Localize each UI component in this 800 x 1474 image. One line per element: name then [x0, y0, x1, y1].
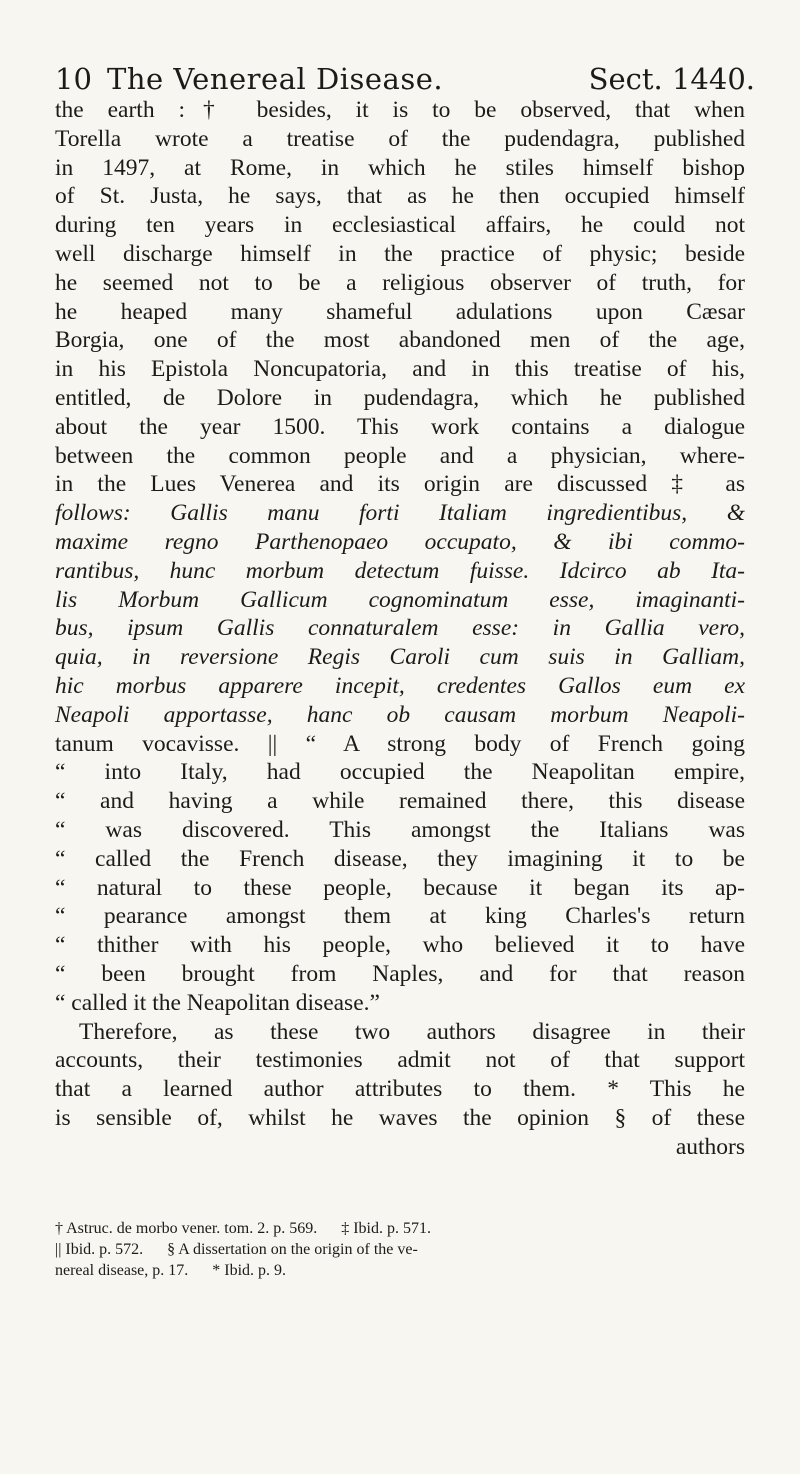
text-line: well discharge himself in the practice of physic; beside [55, 240, 745, 267]
quote-line: “ thither with his people, who believed it to have [55, 932, 745, 959]
footnote-line: || Ibid. p. 572. § A dissertation on the origin of the ve- [55, 1241, 418, 1258]
quote-line: “ been brought from Naples, and for that reason [55, 960, 745, 987]
text-line: accounts, their testimonies admit not of that support [55, 1047, 745, 1074]
catchword: authors [675, 1133, 745, 1160]
text-line: that a learned author attributes to them. * This he [55, 1076, 745, 1103]
footnote-line: † Astruc. de morbo vener. tom. 2. p. 569. ‡ Ibid. p. 571. [55, 1220, 431, 1237]
text-line: in the Lues Venerea and its origin are discussed ‡ as [55, 471, 745, 498]
text-line-latin: follows: Gallis manu forti Italiam ingredientibus, & [55, 500, 745, 527]
body-text [55, 96, 745, 1161]
text-line-latin: maxime regno Parthenopaeo occupato, & ibi commo- [55, 528, 745, 555]
footnotes [55, 1218, 745, 1281]
section-number: Sect. 1440. [588, 62, 755, 96]
text-line-latin: lis Morbum Gallicum cognominatum esse, imaginanti- [55, 586, 745, 613]
footnote-line: nereal disease, p. 17. * Ibid. p. 9. [55, 1262, 287, 1279]
quote-line: “ pearance amongst them at king Charles's return [55, 903, 745, 930]
text-line: tanum vocavisse. || “ A strong body of French going [55, 730, 745, 757]
quote-line: “ was discovered. This amongst the Italians was [55, 816, 745, 843]
text-line: of St. Justa, he says, that as he then occupied himself [55, 183, 745, 210]
quote-line: “ and having a while remained there, this disease [55, 788, 745, 815]
text-line: during ten years in ecclesiastical affairs, he could not [55, 212, 745, 239]
text-line: in his Epistola Noncupatoria, and in this treatise of his, [55, 356, 745, 383]
text-line: Torella wrote a treatise of the pudendagra, published [55, 125, 745, 152]
text-line-latin: Neapoli apportasse, hanc ob causam morbum Neapoli- [55, 701, 745, 728]
quote-line: “ natural to these people, because it began its ap- [55, 874, 745, 901]
text-line: he seemed not to be a religious observer of truth, for [55, 269, 745, 296]
page-number: 10 [55, 62, 92, 96]
quote-line: “ into Italy, had occupied the Neapolitan empire, [55, 759, 745, 786]
quote-line: “ called the French disease, they imagining it to be [55, 845, 745, 872]
text-line-latin: quia, in reversione Regis Caroli cum suis in Galliam, [55, 644, 745, 671]
text-line: between the common people and a physician, where- [55, 442, 745, 469]
text-line: in 1497, at Rome, in which he stiles himself bishop [55, 154, 745, 181]
text-line-latin: bus, ipsum Gallis connaturalem esse: in Gallia vero, [55, 615, 745, 642]
text-line: about the year 1500. This work contains a dialogue [55, 413, 745, 440]
text-line-latin: hic morbus apparere incepit, credentes Gallos eum ex [55, 672, 745, 699]
text-line: is sensible of, whilst he waves the opinion § of these [55, 1104, 745, 1131]
text-line: entitled, de Dolore in pudendagra, which he published [55, 384, 745, 411]
text-line: Therefore, as these two authors disagree in their [79, 1018, 745, 1045]
text-line: the earth :† besides, it is to be observed, that when [55, 97, 745, 123]
text-line: Borgia, one of the most abandoned men of the age, [55, 327, 745, 354]
quote-line: “ called it the Neapolitan disease.” [55, 989, 380, 1016]
text-line: he heaped many shameful adulations upon Cæsar [55, 298, 745, 325]
text-line-latin: rantibus, hunc morbum detectum fuisse. Idcirco ab Ita- [55, 557, 745, 584]
running-title: The Venereal Disease. [107, 62, 444, 96]
